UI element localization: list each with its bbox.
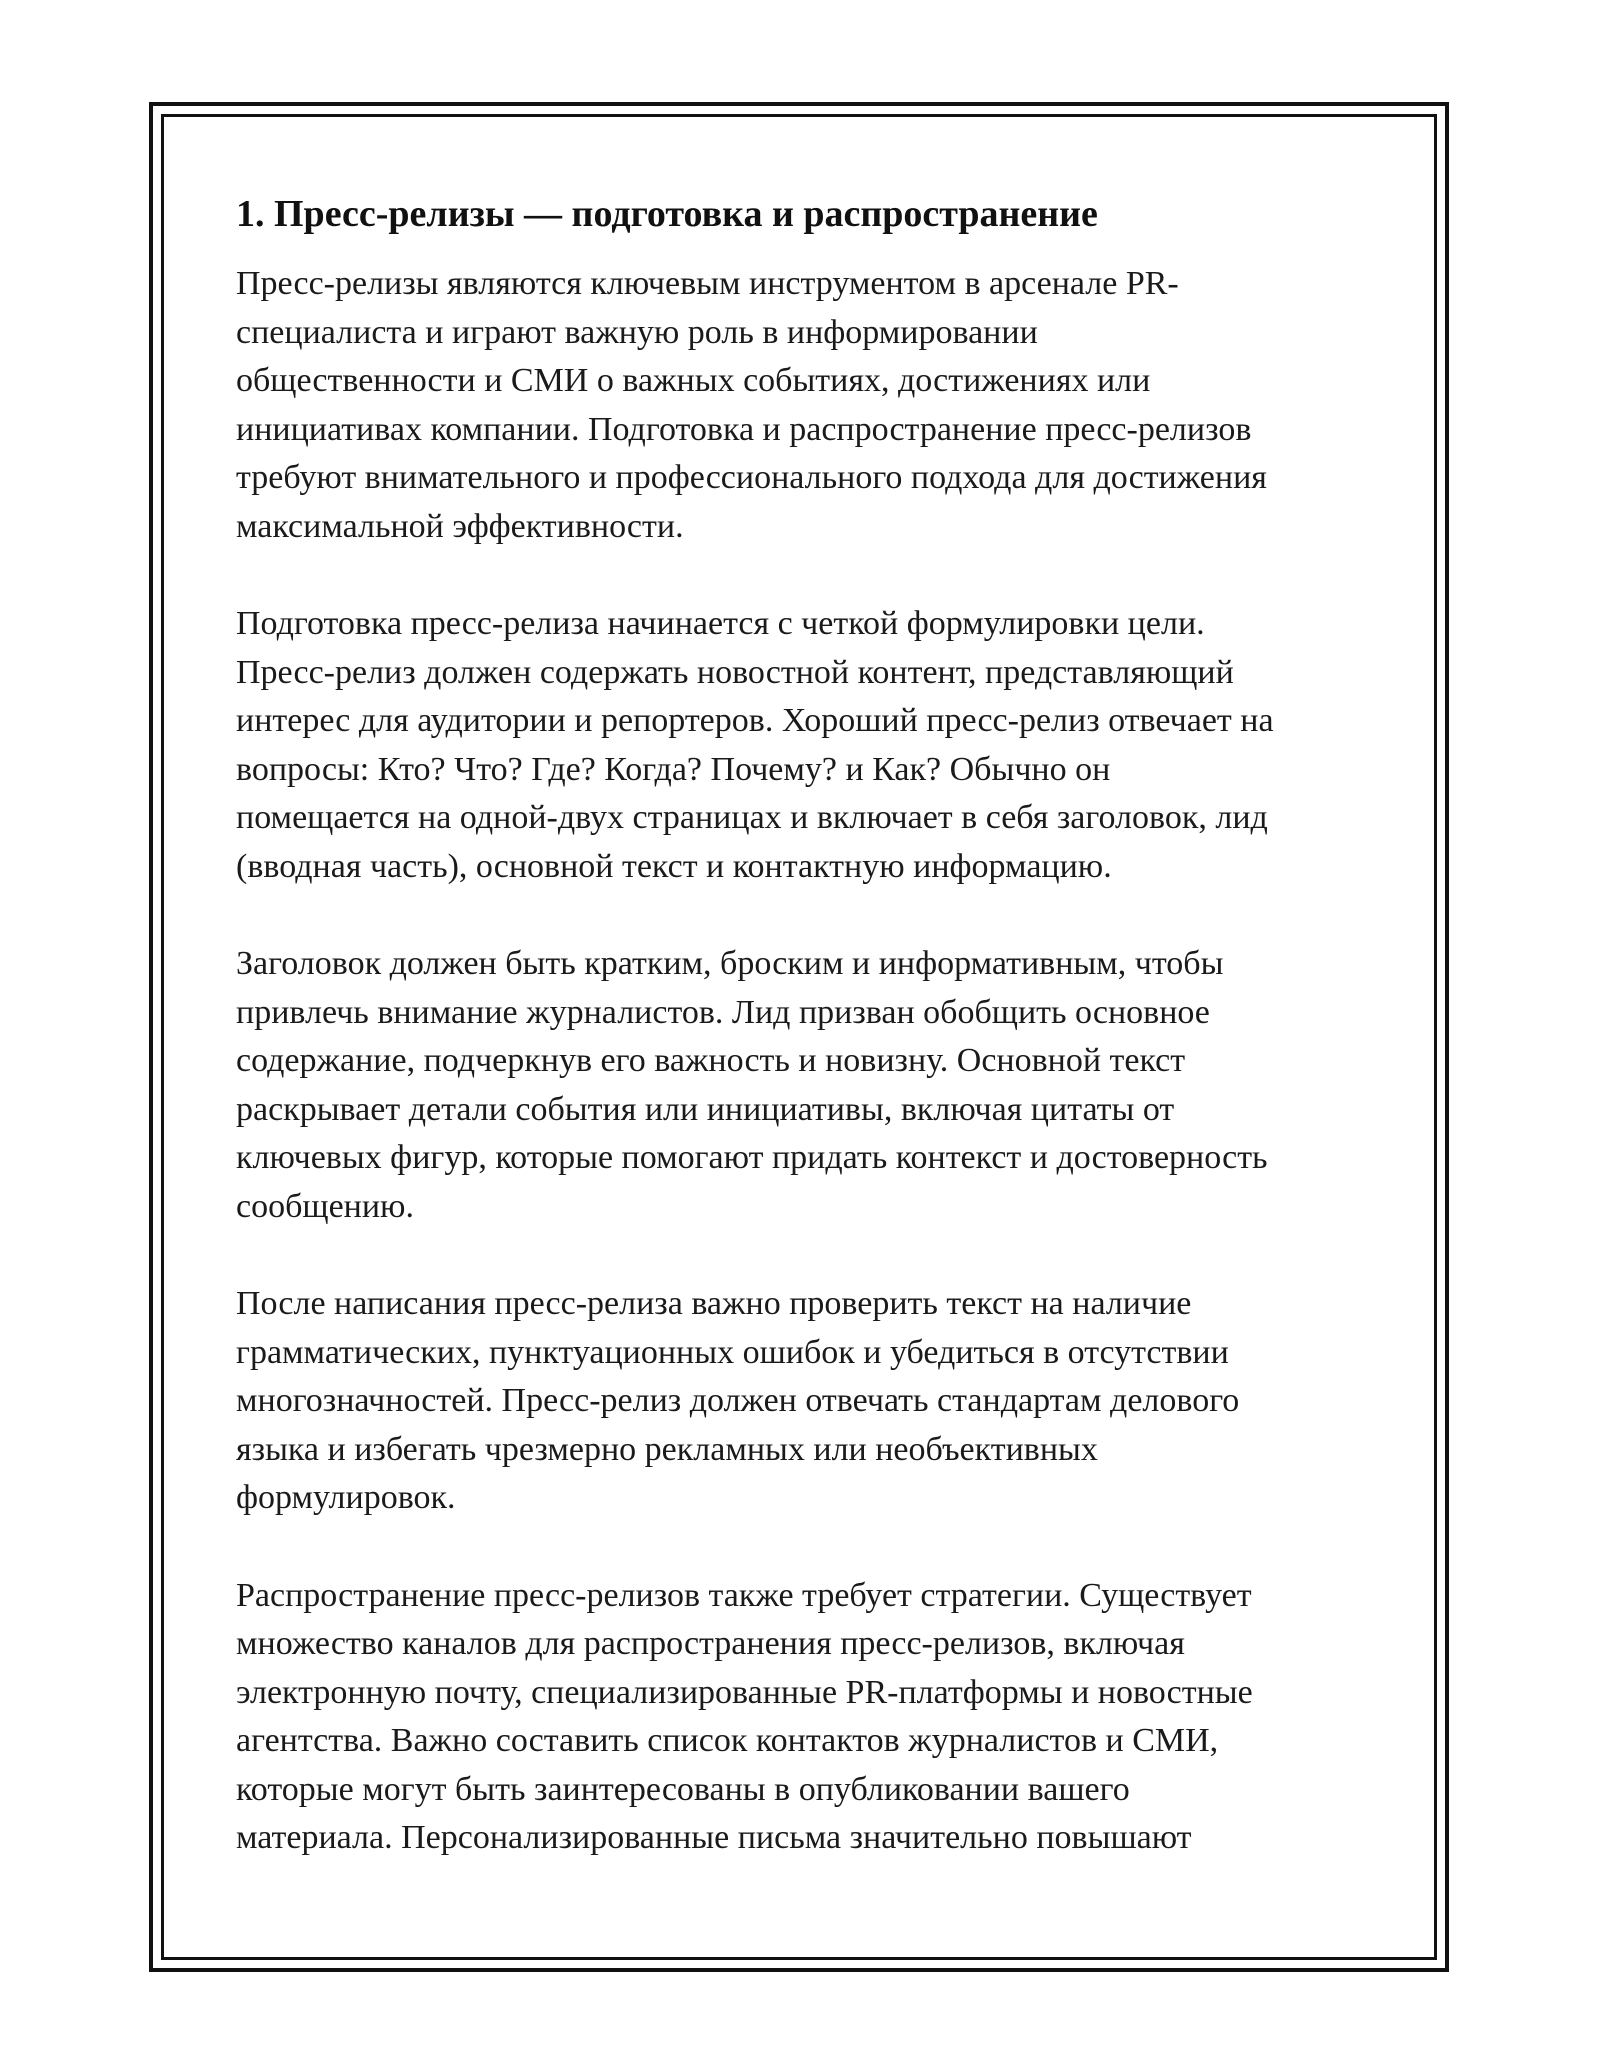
paragraph-line: ключевых фигур, которые помогают придать контекст и достоверность — [236, 1139, 1268, 1176]
paragraph-line: которые могут быть заинтересованы в опубликовании вашего — [236, 1770, 1130, 1808]
document-body — [236, 188, 1376, 1912]
paragraph — [236, 1280, 1371, 1523]
paragraph-line: Пресс-релизы являются ключевым инструментом в арсенале PR- — [236, 265, 1179, 302]
paragraph-line: формулировок. — [236, 1479, 456, 1516]
paragraph-line: требуют внимательного и профессионального подхода для достижения — [236, 459, 1267, 496]
paragraph — [236, 260, 1371, 551]
paragraph-line: общественности и СМИ о важных событиях, достижениях или — [236, 362, 1151, 399]
paragraph-line: максимальной эффективности. — [236, 507, 684, 545]
paragraph-line: специалиста и играют важную роль в информировании — [236, 313, 1038, 351]
paragraph-line: агентства. Важно составить список контактов журналистов и СМИ, — [236, 1722, 1219, 1759]
paragraph-line: множество каналов для распространения пресс-релизов, включая — [236, 1625, 1185, 1662]
paragraph-line: инициативах компании. Подготовка и распространение пресс-релизов — [236, 410, 1252, 448]
paragraph-line: (вводная часть), основной текст и контактную информацию. — [236, 847, 1112, 885]
paragraph-line: сообщению. — [236, 1187, 414, 1225]
paragraph-line: содержание, подчеркнув его важность и новизну. Основной текст — [236, 1042, 1186, 1079]
paragraph-line: Пресс-релиз должен содержать новостной контент, представляющий — [236, 653, 1234, 691]
paragraph-line: После написания пресс-релиза важно проверить текст на наличие — [236, 1285, 1192, 1322]
paragraph-line: раскрывает детали события или инициативы, включая цитаты от — [236, 1090, 1175, 1128]
paragraph-line: грамматических, пунктуационных ошибок и убедиться в отсутствии — [236, 1333, 1229, 1371]
paragraph-line: Заголовок должен быть кратким, броским и информативным, чтобы — [236, 945, 1224, 982]
paragraph-line: интерес для аудитории и репортеров. Хороший пресс-релиз отвечает на — [236, 702, 1274, 739]
paragraph — [236, 600, 1371, 891]
paragraph-line: привлечь внимание журналистов. Лид призван обобщить основное — [236, 993, 1210, 1031]
paragraph-line: помещается на одной-двух страницах и включает в себя заголовок, лид — [236, 799, 1268, 836]
paragraph-line: Распространение пресс-релизов также требует стратегии. Существует — [236, 1576, 1252, 1614]
paragraph-line: электронную почту, специализированные PR-платформы и новостные — [236, 1673, 1253, 1711]
paragraph — [236, 940, 1371, 1231]
paragraph-line: вопросы: Кто? Что? Где? Когда? Почему? и Как? Обычно он — [236, 750, 1111, 788]
paragraph-line: многозначностей. Пресс-релиз должен отвечать стандартам делового — [236, 1382, 1240, 1419]
paragraph-list — [236, 260, 1376, 1863]
paragraph-line: языка и избегать чрезмерно рекламных или необъективных — [236, 1430, 1098, 1468]
paragraph-line: Подготовка пресс-релиза начинается с четкой формулировки цели. — [236, 605, 1205, 642]
section-heading: 1. Пресс-релизы — подготовка и распространение — [236, 193, 1098, 235]
paragraph-line: материала. Персонализированные письма значительно повышают — [236, 1819, 1192, 1856]
paragraph — [236, 1572, 1371, 1863]
